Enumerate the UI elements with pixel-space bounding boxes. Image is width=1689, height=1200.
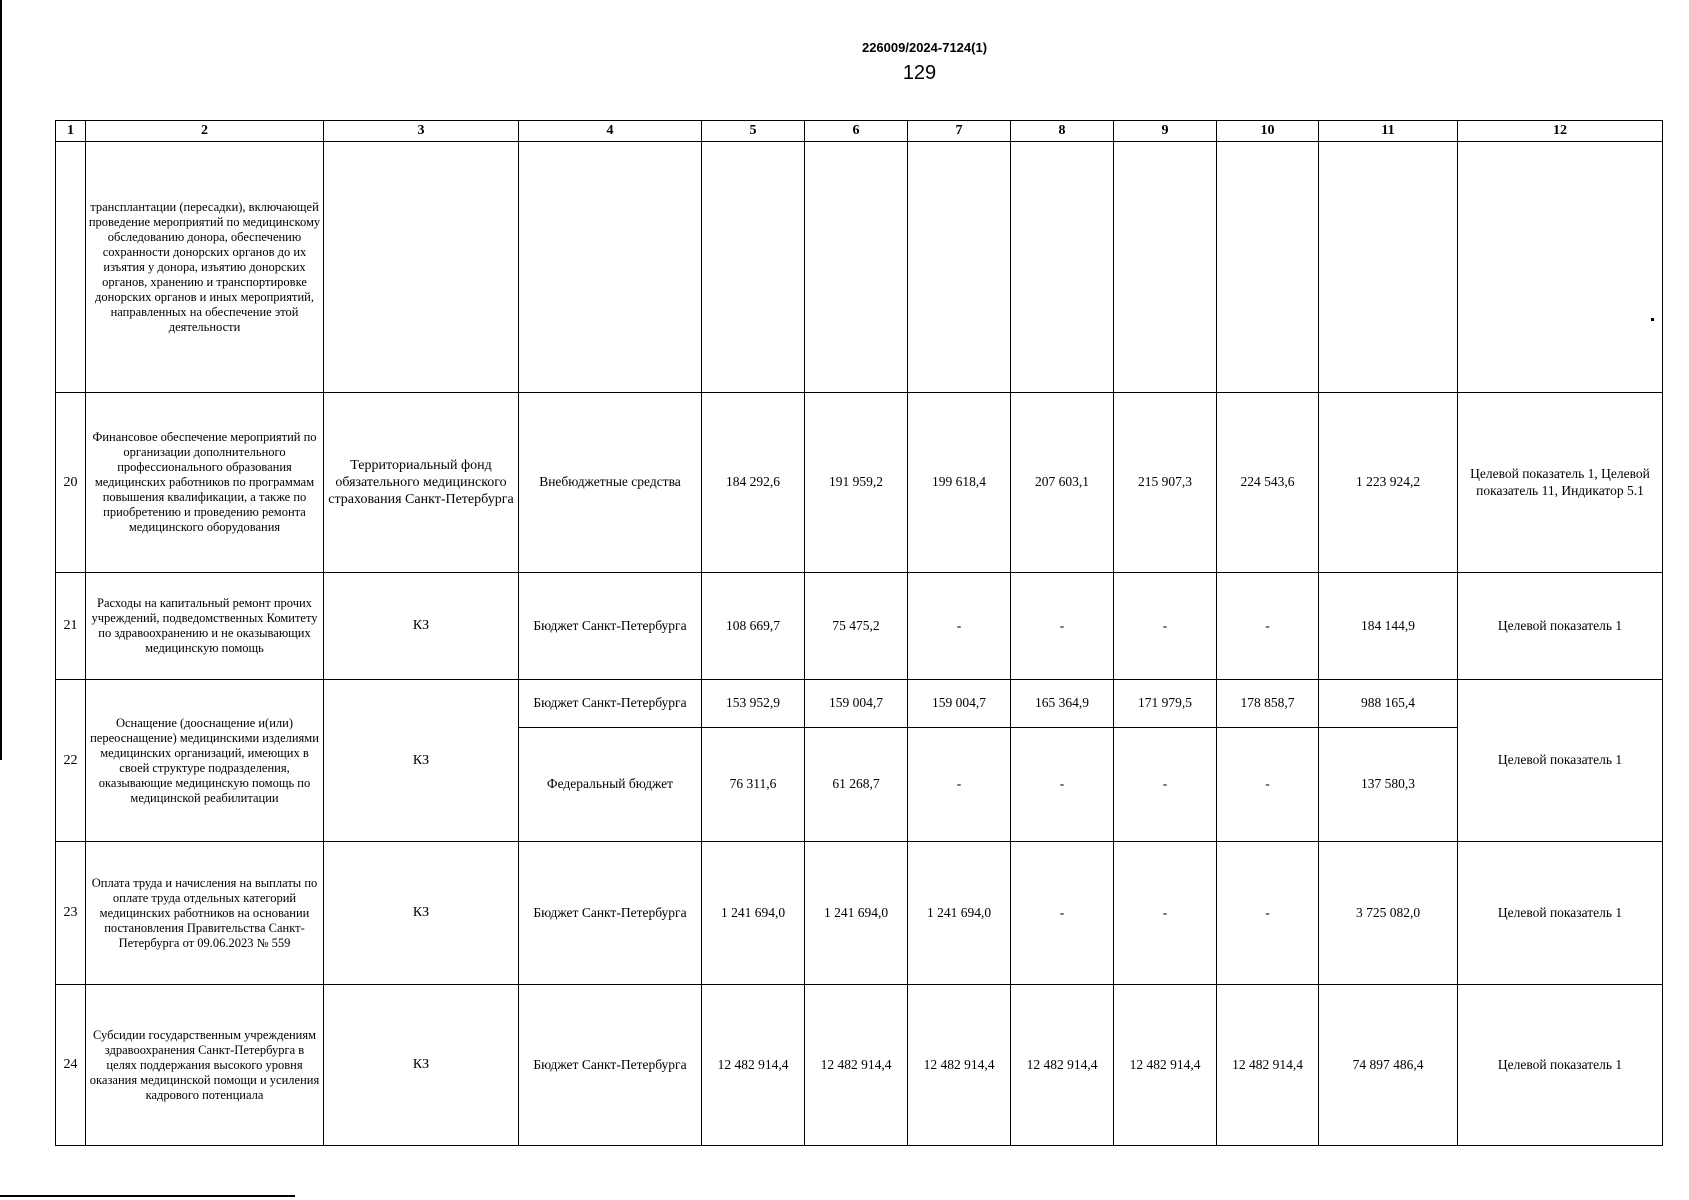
column-header: 4 (519, 121, 702, 142)
value-cell (1011, 142, 1114, 393)
value-cell: 178 858,7 (1217, 680, 1319, 728)
scan-left-mark (0, 640, 2, 652)
value-cell: - (1114, 842, 1217, 985)
value-cell: 12 482 914,4 (908, 985, 1011, 1146)
value-cell: 12 482 914,4 (1114, 985, 1217, 1146)
value-cell: 171 979,5 (1114, 680, 1217, 728)
scan-left-mark (0, 612, 2, 622)
value-cell: 159 004,7 (908, 680, 1011, 728)
funding-source-cell (519, 142, 702, 393)
executor-cell: КЗ (324, 573, 519, 680)
value-cell (1114, 142, 1217, 393)
executor-cell: КЗ (324, 842, 519, 985)
row-index: 24 (56, 985, 86, 1146)
measure-name: Оплата труда и начисления на выплаты по оплате труда отдельных категорий медицинских работников на основании постановления Правительства Санкт-Петербурга от 09.06.2023 № 559 (86, 842, 324, 985)
scan-left-mark (0, 690, 2, 760)
value-cell: 184 292,6 (702, 393, 805, 573)
total-cell: 74 897 486,4 (1319, 985, 1458, 1146)
column-header: 8 (1011, 121, 1114, 142)
total-cell: 137 580,3 (1319, 728, 1458, 842)
funding-source-cell: Федеральный бюджет (519, 728, 702, 842)
measure-name: Финансовое обеспечение мероприятий по организации дополнительного профессионального образования медицинских работников по программам повышения квалификации, а также по приобретению и проведению ремонта медицинского оборудования (86, 393, 324, 573)
executor-cell (324, 142, 519, 393)
value-cell: 207 603,1 (1011, 393, 1114, 573)
value-cell: - (908, 728, 1011, 842)
page-number: 129 (902, 62, 937, 84)
value-cell: 224 543,6 (1217, 393, 1319, 573)
value-cell (805, 142, 908, 393)
value-cell (1217, 142, 1319, 393)
total-cell: 3 725 082,0 (1319, 842, 1458, 985)
value-cell: - (1217, 842, 1319, 985)
value-cell: - (908, 573, 1011, 680)
target-indicator: Целевой показатель 1 (1458, 842, 1663, 985)
value-cell: 1 241 694,0 (702, 842, 805, 985)
value-cell: - (1217, 728, 1319, 842)
column-header: 6 (805, 121, 908, 142)
column-header: 2 (86, 121, 324, 142)
table-row (56, 142, 1663, 393)
row-index (56, 142, 86, 393)
value-cell: 75 475,2 (805, 573, 908, 680)
table-row (56, 842, 1663, 985)
column-header: 5 (702, 121, 805, 142)
program-table (55, 120, 1663, 1146)
measure-name: трансплантации (пересадки), включающей проведение мероприятий по медицинскому обследованию донора, обеспечению сохранности донорских органов до их изъятия у донора, изъятию донорских органов, хранению и транспортировке донорских органов и иных мероприятий, направленных на обеспечение этой деятельности (86, 142, 324, 393)
column-header: 1 (56, 121, 86, 142)
value-cell: 191 959,2 (805, 393, 908, 573)
total-cell (1319, 142, 1458, 393)
footer-rule (0, 1195, 295, 1197)
total-cell: 184 144,9 (1319, 573, 1458, 680)
value-cell: - (1114, 573, 1217, 680)
value-cell: 61 268,7 (805, 728, 908, 842)
row-index: 21 (56, 573, 86, 680)
target-indicator: Целевой показатель 1 (1458, 680, 1663, 842)
value-cell: - (1114, 728, 1217, 842)
column-header: 7 (908, 121, 1011, 142)
value-cell: - (1217, 573, 1319, 680)
measure-name: Оснащение (дооснащение и(или) переоснащение) медицинскими изделиями медицинских организаций, имеющих в своей структуре подразделения, оказывающие медицинскую помощь по медицинской реабилитации (86, 680, 324, 842)
value-cell: - (1011, 842, 1114, 985)
total-cell: 1 223 924,2 (1319, 393, 1458, 573)
value-cell: 159 004,7 (805, 680, 908, 728)
funding-source-cell: Бюджет Санкт-Петербурга (519, 842, 702, 985)
row-index: 22 (56, 680, 86, 842)
value-cell: 165 364,9 (1011, 680, 1114, 728)
value-cell: 215 907,3 (1114, 393, 1217, 573)
value-cell: 12 482 914,4 (1011, 985, 1114, 1146)
value-cell: 1 241 694,0 (805, 842, 908, 985)
column-header: 10 (1217, 121, 1319, 142)
measure-name: Расходы на капитальный ремонт прочих учреждений, подведомственных Комитету по здравоохранению и не оказывающих медицинскую помощь (86, 573, 324, 680)
table-header-row (56, 121, 1663, 142)
executor-cell: Территориальный фонд обязательного медицинского страхования Санкт-Петербурга (324, 393, 519, 573)
funding-source-cell: Бюджет Санкт-Петербурга (519, 573, 702, 680)
funding-source-cell: Бюджет Санкт-Петербурга (519, 985, 702, 1146)
target-indicator: Целевой показатель 1 (1458, 573, 1663, 680)
table-row (56, 985, 1663, 1146)
table-row (56, 573, 1663, 680)
column-header: 9 (1114, 121, 1217, 142)
value-cell: 12 482 914,4 (1217, 985, 1319, 1146)
value-cell: - (1011, 728, 1114, 842)
total-cell: 988 165,4 (1319, 680, 1458, 728)
target-indicator: Целевой показатель 1, Целевой показатель 11, Индикатор 5.1 (1458, 393, 1663, 573)
value-cell (908, 142, 1011, 393)
target-indicator: Целевой показатель 1 (1458, 985, 1663, 1146)
row-index: 23 (56, 842, 86, 985)
funding-source-cell: Бюджет Санкт-Петербурга (519, 680, 702, 728)
value-cell: 12 482 914,4 (702, 985, 805, 1146)
measure-name: Субсидии государственным учреждениям здравоохранения Санкт-Петербурга в целях поддержания высокого уровня оказания медицинской помощи и усиления кадрового потенциала (86, 985, 324, 1146)
scan-left-mark (0, 585, 2, 599)
value-cell: 1 241 694,0 (908, 842, 1011, 985)
target-indicator (1458, 142, 1663, 393)
value-cell: 108 669,7 (702, 573, 805, 680)
document-number: 226009/2024-7124(1) (861, 40, 988, 55)
column-header: 3 (324, 121, 519, 142)
value-cell: 153 952,9 (702, 680, 805, 728)
value-cell: - (1011, 573, 1114, 680)
value-cell: 76 311,6 (702, 728, 805, 842)
column-header: 11 (1319, 121, 1458, 142)
value-cell: 12 482 914,4 (805, 985, 908, 1146)
executor-cell: КЗ (324, 680, 519, 842)
executor-cell: КЗ (324, 985, 519, 1146)
table-row (56, 680, 1663, 728)
row-index: 20 (56, 393, 86, 573)
column-header: 12 (1458, 121, 1663, 142)
value-cell: 199 618,4 (908, 393, 1011, 573)
table-row (56, 393, 1663, 573)
value-cell (702, 142, 805, 393)
funding-source-cell: Внебюджетные средства (519, 393, 702, 573)
